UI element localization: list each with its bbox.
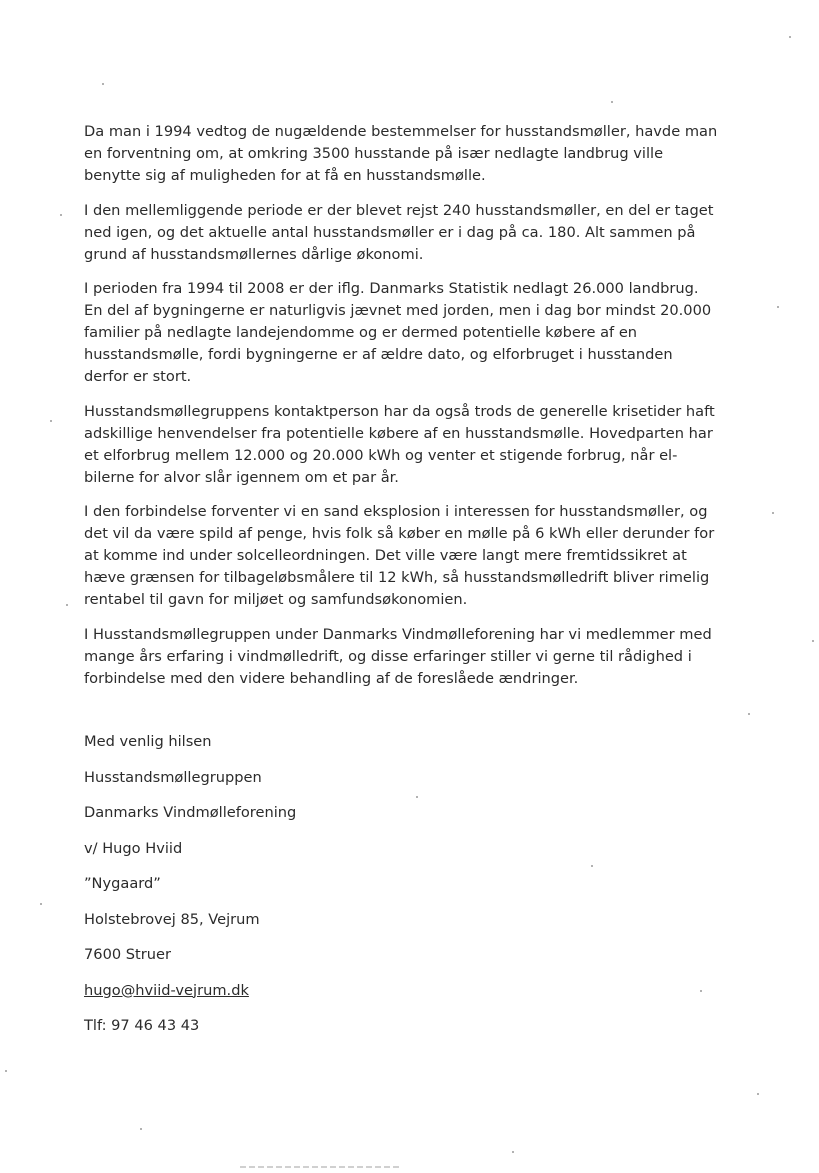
scan-speck [50, 420, 52, 422]
scan-speck [5, 1070, 7, 1072]
paragraph-4: Husstandsmøllegruppens kontaktperson har da også trods de generelle krisetider haft adskillige henvendelser fra potentielle købere af en husstandsmølle. Hovedparten har et elforbrug mellem 12.000 og 20.000 kWh og venter et stigende forbrug, når el- bilerne for alvor slår igennem om et par år. [84, 402, 715, 486]
paragraph-5: I den forbindelse forventer vi en sand eksplosion i interessen for husstandsmøller, og det vil da være spild af penge, hvis folk så køber en mølle på 6 kWh eller derunder for at komme ind under solcelleordningen. Det ville være langt mere fremtidssikret at hæve grænsen for tilbageløbsmålere til 12 kWh, så husstandsmølledrift bliver rimelig rentabel til gavn for miljøet og samfundsøkonomien. [84, 503, 715, 608]
organization-name: Danmarks Vindmølleforening [84, 804, 297, 821]
scan-speck [512, 1151, 514, 1153]
paragraph-2: I den mellemliggende periode er der blevet rejst 240 husstandsmøller, en del er taget ned igen, og det aktuelle antal husstandsmøller er i dag på ca. 180. Alt sammen på grund af husstandsmøllernes dårlige økonomi. [84, 201, 714, 263]
scan-speck [772, 512, 774, 514]
scan-speck [700, 990, 702, 992]
contact-person: v/ Hugo Hviid [84, 839, 183, 857]
scan-speck [416, 796, 418, 798]
signature-block [84, 731, 484, 1051]
email-link[interactable]: hugo@hviid-vejrum.dk [84, 981, 249, 999]
scan-speck [102, 83, 104, 85]
closing-line: Med venlig hilsen [84, 733, 212, 750]
scan-speck [60, 214, 62, 216]
scan-speck [40, 903, 42, 905]
group-name: Husstandsmøllegruppen [84, 768, 262, 786]
scan-speck [777, 306, 779, 308]
scan-speck [591, 865, 593, 867]
scan-speck [748, 713, 750, 715]
email-line [84, 980, 484, 1016]
scan-speck [611, 101, 613, 103]
farm-name: ”Nygaard” [84, 875, 161, 892]
scan-speck [66, 604, 68, 606]
postal-address: 7600 Struer [84, 946, 171, 963]
scan-smudge [240, 1166, 400, 1168]
paragraph-6: I Husstandsmøllegruppen under Danmarks Vindmølleforening har vi medlemmer med mange års erfaring i vindmølledrift, og disse erfaringer stiller vi gerne til rådighed i forbindelse med den videre behandling af de foreslåede ændringer. [84, 625, 712, 687]
scan-speck [789, 36, 791, 38]
paragraph-1: Da man i 1994 vedtog de nugældende bestemmelser for husstandsmøller, havde man en forventning om, at omkring 3500 husstande på især nedlagte landbrug ville benytte sig af muligheden for at få en husstandsmølle. [84, 123, 718, 184]
street-address: Holstebrovej 85, Vejrum [84, 910, 260, 928]
paragraph-3: I perioden fra 1994 til 2008 er der iflg. Danmarks Statistik nedlagt 26.000 landbrug. En del af bygningerne er naturligvis jævnet med jorden, men i dag bor mindst 20.000 familier på nedlagte landejendomme og er dermed potentielle købere af en husstandsmølle, fordi bygningerne er af ældre dato, og elforbruget i husstanden derfor er stort. [84, 280, 712, 385]
phone-number: Tlf: 97 46 43 43 [84, 1017, 200, 1034]
scan-speck [812, 640, 814, 642]
letter-body [84, 121, 749, 702]
scan-speck [140, 1128, 142, 1130]
scan-speck [757, 1093, 759, 1095]
